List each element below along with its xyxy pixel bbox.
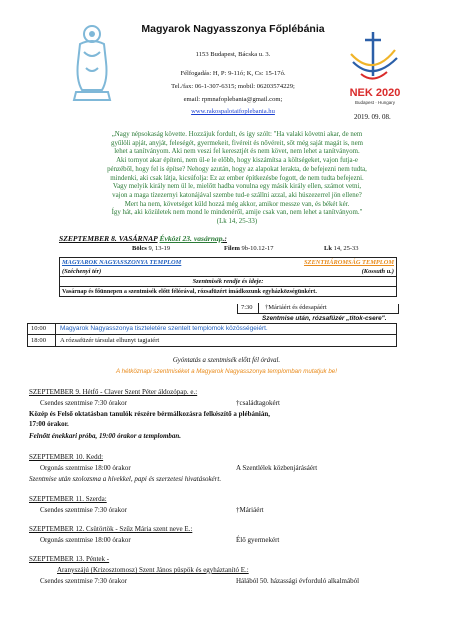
day-5-title-2: Aranyszájú (Krizosztomosz) Szent János püspök és egyháztanító E.: [57, 566, 249, 574]
quote-reference: (Lk 14, 25-33) [216, 218, 258, 226]
gospel-quote [62, 131, 412, 227]
church-1-name: MAGYAROK NAGYASSZONYA TEMPLOM [62, 259, 182, 266]
row-730-intent: †Máriáért és édesapáért [265, 304, 327, 311]
day-5-intent: Hálából 50. házassági évforduló alkalmából [236, 577, 360, 585]
day-1-intent: †családtagokért [236, 399, 280, 407]
quote-line: vajon a maga tízezernyi katonájával szembe tud-e szállni azzal, aki húszezerrel jön ellene? [112, 191, 362, 199]
email-line: email: rpmnafoplebania@gmail.com; [183, 96, 283, 103]
svg-text:Budapest · Hungary: Budapest · Hungary [354, 100, 396, 105]
day-4-intent: Élő gyermekért [236, 536, 280, 544]
after-mass-note: Szentmise után, rózsafüzér „titok-csere". [262, 315, 387, 322]
sunday-heading [59, 234, 227, 243]
row-1000-intent: Magyarok Nagyasszonya tiszteletére szentelt templomok közösségeiért. [60, 325, 268, 332]
day-2-title: SZEPTEMBER 10. Kedd: [29, 453, 104, 461]
church-2-name: SZENTHÁROMSÁG TEMPLOM [303, 259, 394, 266]
quote-line: mindenki, aki csak látja, kicsúfolja: Ez az ember építkezésbe fogott, de nem tudta befejezni. [110, 174, 364, 182]
table-row [60, 287, 397, 297]
day-1-title: SZEPTEMBER 9. Hétfő - Claver Szent Péter áldozópap. e.: [29, 388, 198, 396]
day-5-title: SZEPTEMBER 13. Péntek - [29, 555, 110, 563]
reading-1: Bölcs 9, 13-19 [132, 245, 171, 252]
weekday-mass-notice: A hétköznapi szentmiséket a Magyarok Nagyasszonya templomban mutatjuk be! [116, 368, 337, 375]
quote-line: Vagy melyik király nem ül le, mielőtt hadba vonulna egy másik király ellen, számot vetni, [112, 183, 362, 191]
sunday-schedule-table [59, 257, 397, 297]
row-1000: 10:00 Magyarok Nagyasszonya tiszteletére szentelt templomok közösségeiért. 18:00 A rózsafüzér társulat elhunyt tagjaiért [27, 323, 397, 347]
reading-3: Lk 14, 25-33 [324, 245, 359, 252]
office-hours: Félfogadás: H, P: 9-11ó; K, Cs: 15-17ó. [180, 70, 286, 77]
sunday-punct: .: [222, 234, 227, 243]
day-1-extra: Közép és Felső oktatásban tanulók részére bérmálkozásra felkészítő a plébánián, [29, 410, 270, 418]
day-3-intent: †Máriáért [236, 506, 264, 514]
day-4-title: SZEPTEMBER 12. Csütörtök - Szűz Mária szent neve E.: [29, 525, 193, 533]
madonna-logo [66, 22, 118, 104]
day-1-choir: Felnőtt énekkari próba, 19:00 órakor a templomban. [29, 432, 182, 440]
svg-text:NEK 2020: NEK 2020 [349, 87, 401, 99]
quote-line: lehet a tanítványom. Aki nem veszi fel keresztjét és nem követ, nem lehet a tanítványom. [114, 148, 360, 156]
table-row [60, 267, 397, 277]
day-5-mass: Csendes szentmise 7:30 órakor [40, 577, 127, 585]
bulletin-date: 2019. 09. 08. [354, 113, 391, 121]
row-730: 7:30 †Máriáért és édesapáért [237, 304, 399, 314]
sunday-title: SZEPTEMBER 8. VASÁRNAP [59, 234, 158, 243]
day-1-extra-2: 17:00 órakor. [29, 420, 69, 428]
day-3-mass: Csendes szentmise 7:30 órakor [40, 506, 127, 514]
day-2-mass: Orgonás szentmise 18:00 órakor [40, 464, 131, 472]
row-1800-intent: A rózsafüzér társulat elhunyt tagjaiért [60, 337, 160, 344]
parish-title: Magyarok Nagyasszonya Főplébánia [141, 23, 325, 35]
table-row [60, 277, 397, 287]
rosary-note: Vasárnap és főünnepen a szentmisék előtt félórával, rózsafüzért imádkozunk egyházközségünkért. [60, 287, 397, 297]
quote-line: gyűlöli apját, anyját, feleségét, gyermekeit, fivéreit és nővéreit, sőt még saját magát is, nem [111, 139, 363, 147]
parish-address: 1153 Budapest, Bácska u. 3. [195, 51, 271, 58]
quote-line: Így hát, aki közületek nem mond le mindenéről, amije csak van, nem lehet a tanítványom." [111, 209, 363, 217]
day-1-mass: Csendes szentmise 7:30 órakor [40, 399, 127, 407]
nek-2020-logo [343, 28, 407, 108]
reading-2: Filem 9b-10.12-17 [224, 245, 274, 252]
table-row [60, 258, 397, 268]
day-2-extra: Szentmise után szolozsma a hívekkel, papi és szerzetesi hivatásokért. [29, 475, 222, 483]
quote-line: „Nagy népsokaság követte. Hozzájuk fordult, és így szólt: "Ha valaki követni akar, de nem [111, 131, 363, 138]
day-2-intent: A Szentlélek közbenjárásáért [236, 464, 318, 472]
day-4-mass: Orgonás szentmise 18:00 órakor [40, 536, 131, 544]
confession-notice: Gyóntatás a szentmisék előtt fél órával. [172, 357, 281, 364]
website-link[interactable]: www.rakospalotaifoplebania.hu [191, 108, 275, 115]
quote-line: Mert ha nem, követséget küld hozzá még akkor, amikor messze van, és békét kér. [124, 200, 350, 208]
sunday-subtitle: Évközi 23. vasárnap [159, 234, 223, 243]
quote-line: pénzéből, hogy fel is építse? Nehogy azután, hogy az alapokat lerakta, de befejezni nem tudta, [107, 165, 367, 173]
phone-line: Tel./fax: 06-1-307-6315; mobil: 06203574229; [171, 83, 295, 90]
mass-order-title: Szentmisék rendje és ideje: [60, 277, 397, 287]
day-3-title: SZEPTEMBER 11. Szerda: [29, 495, 107, 503]
church-2-place: (Kossuth u.) [361, 268, 394, 275]
quote-line: Aki tornyot akar építeni, nem ül-e le előbb, hogy kiszámítsa a költségeket, vajon futja-e [116, 157, 358, 165]
church-1-place: (Széchenyi tér) [62, 268, 102, 275]
